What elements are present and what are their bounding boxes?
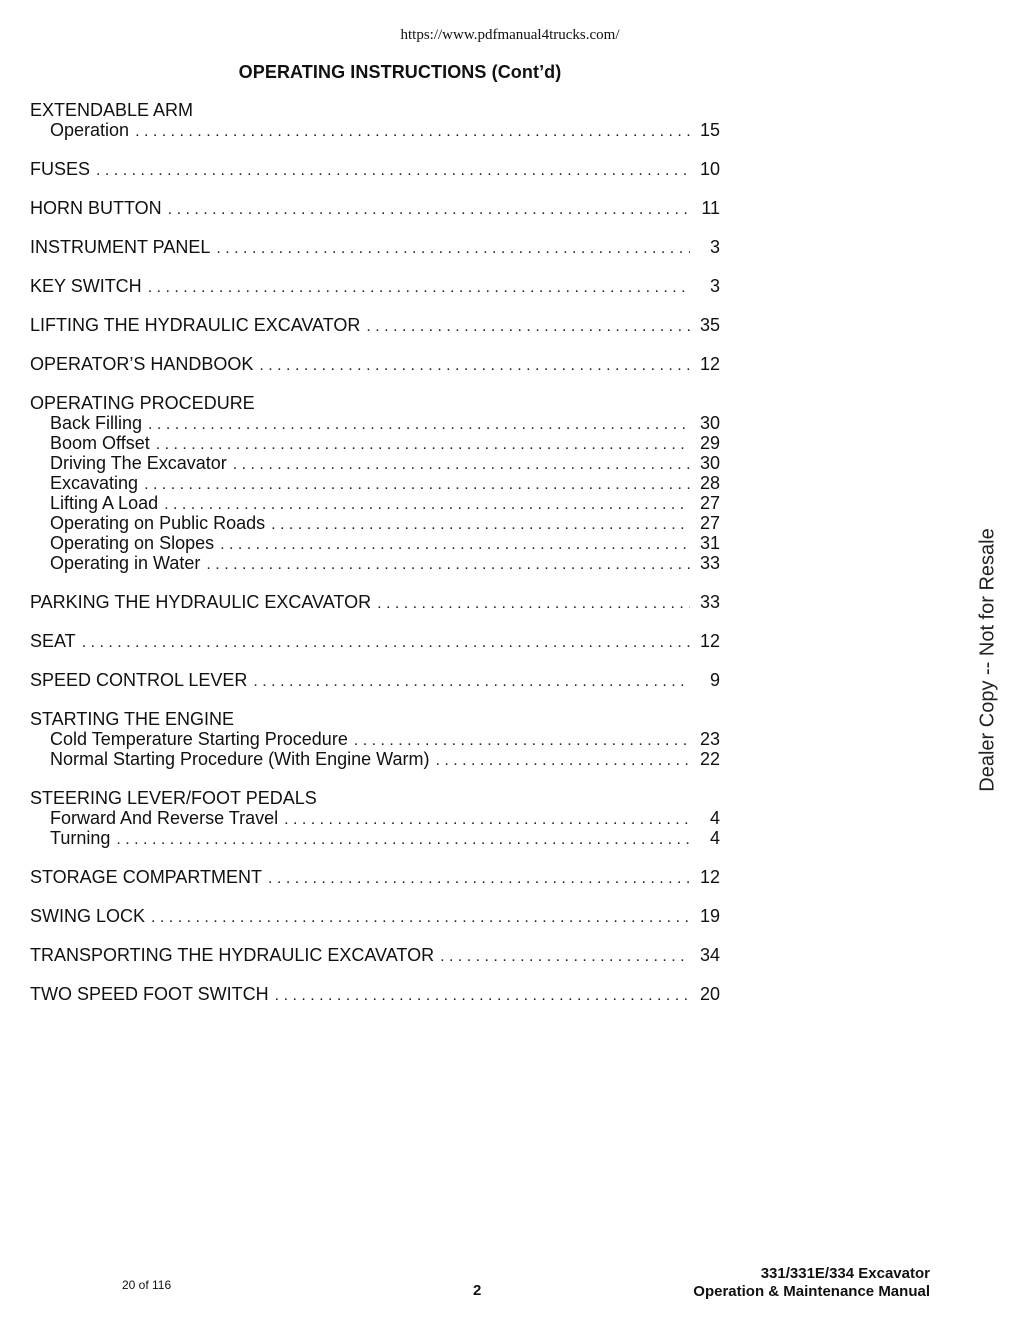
toc-entry-label: KEY SWITCH [30,276,142,296]
dot-leader [216,239,690,259]
toc-entry[interactable] [30,533,720,553]
dot-leader [377,594,690,614]
dot-leader [96,161,690,181]
toc-entry[interactable] [30,433,720,453]
dot-leader [151,908,690,928]
toc-heading: OPERATING PROCEDURE [30,393,255,413]
dot-leader [271,515,690,535]
page-number: 2 [473,1282,482,1299]
toc-entry-page: 3 [709,276,720,296]
source-url[interactable]: https://www.pdfmanual4trucks.com/ [400,27,620,43]
toc-entry-page: 34 [699,945,720,965]
toc-entry-page: 3 [709,237,720,257]
toc-entry[interactable] [30,315,720,335]
toc-entry[interactable] [30,354,720,374]
toc-entry-page: 29 [699,433,720,453]
toc-entry[interactable] [30,592,720,612]
toc-section [30,100,720,140]
dot-leader [284,810,690,830]
dot-leader [164,495,690,515]
dot-leader [135,122,690,142]
toc-entry-label: TWO SPEED FOOT SWITCH [30,984,269,1004]
toc-entry[interactable] [30,867,720,887]
toc-entry-page: 33 [699,553,720,573]
toc-section [30,315,720,335]
toc-entry[interactable] [30,945,720,965]
table-of-contents [30,100,720,1023]
toc-entry-label: Turning [50,828,111,848]
dot-leader [148,415,690,435]
toc-entry-label: TRANSPORTING THE HYDRAULIC EXCAVATOR [30,945,435,965]
page-title: OPERATING INSTRUCTIONS (Cont’d) [238,62,562,82]
toc-entry[interactable] [30,984,720,1004]
toc-entry-page: 15 [699,120,720,140]
dot-leader [275,986,690,1006]
dot-leader [82,633,690,653]
manual-title-line-1: 331/331E/334 Excavator [760,1265,930,1282]
dot-leader [233,455,690,475]
toc-entry-page: 27 [699,513,720,533]
toc-entry-page: 19 [699,906,720,926]
toc-entry-label: SPEED CONTROL LEVER [30,670,248,690]
toc-section [30,788,720,848]
toc-entry[interactable] [30,120,720,140]
toc-entry-page: 31 [699,533,720,553]
toc-entry[interactable] [30,453,720,473]
toc-entry-label: STORAGE COMPARTMENT [30,867,263,887]
toc-entry-page: 35 [699,315,720,335]
dot-leader [156,435,690,455]
toc-entry-page: 33 [699,592,720,612]
toc-section [30,984,720,1004]
toc-entry[interactable] [30,808,720,828]
dot-leader [148,278,690,298]
toc-entry-page: 12 [699,354,720,374]
toc-entry[interactable] [30,237,720,257]
toc-entry[interactable] [30,828,720,848]
dot-leader [220,535,690,555]
toc-section [30,237,720,257]
toc-entry-label: Excavating [50,473,139,493]
dot-leader [259,356,690,376]
toc-entry-page: 11 [701,198,720,218]
toc-entry-label: Normal Starting Procedure (With Engine Warm) [50,749,430,769]
toc-section [30,867,720,887]
toc-section [30,198,720,218]
toc-heading: STARTING THE ENGINE [30,709,235,729]
toc-entry-page: 12 [699,631,720,651]
dot-leader [144,475,690,495]
dot-leader [268,869,690,889]
toc-section [30,906,720,926]
dot-leader [366,317,690,337]
toc-section [30,393,720,573]
toc-section [30,709,720,769]
toc-entry[interactable] [30,276,720,296]
toc-entry-page: 20 [699,984,720,1004]
toc-entry[interactable] [30,729,720,749]
toc-entry[interactable] [30,553,720,573]
dot-leader [168,200,690,220]
toc-entry[interactable] [30,473,720,493]
toc-entry-page: 22 [699,749,720,769]
toc-entry-label: SEAT [30,631,76,651]
toc-entry[interactable] [30,513,720,533]
manual-title-line-2: Operation & Maintenance Manual [693,1283,930,1300]
toc-entry[interactable] [30,413,720,433]
toc-entry-page: 23 [699,729,720,749]
toc-entry[interactable] [30,198,720,218]
dot-leader [116,830,690,850]
toc-section [30,592,720,612]
toc-entry-label: Operating on Slopes [50,533,215,553]
toc-entry[interactable] [30,159,720,179]
toc-entry[interactable] [30,670,720,690]
toc-section [30,670,720,690]
toc-entry-label: Forward And Reverse Travel [50,808,279,828]
dot-leader [435,751,690,771]
toc-entry-page: 27 [699,493,720,513]
toc-entry-label: HORN BUTTON [30,198,162,218]
toc-section [30,945,720,965]
dot-leader [354,731,690,751]
toc-entry-page: 12 [699,867,720,887]
dot-leader [253,672,690,692]
dot-leader [440,947,690,967]
toc-section [30,159,720,179]
toc-entry[interactable] [30,493,720,513]
toc-section [30,354,720,374]
toc-entry[interactable] [30,631,720,651]
page-count: 20 of 116 [122,1278,172,1292]
toc-heading: STEERING LEVER/FOOT PEDALS [30,788,317,808]
toc-entry-page: 28 [699,473,720,493]
toc-entry-label: Lifting A Load [50,493,159,513]
toc-entry[interactable] [30,749,720,769]
toc-entry-label: Boom Offset [50,433,150,453]
toc-entry-label: Cold Temperature Starting Procedure [50,729,348,749]
toc-entry-page: 9 [709,670,720,690]
toc-entry-label: Back Filling [50,413,143,433]
dot-leader [206,555,690,575]
toc-entry-page: 10 [699,159,720,179]
toc-entry-label: Operation [50,120,130,140]
toc-entry-label: SWING LOCK [30,906,146,926]
toc-entry-page: 30 [699,453,720,473]
toc-entry-page: 30 [699,413,720,433]
toc-entry-label: Driving The Excavator [50,453,227,473]
toc-entry[interactable] [30,906,720,926]
toc-entry-page: 4 [709,808,720,828]
toc-entry-page: 4 [709,828,720,848]
toc-entry-label: LIFTING THE HYDRAULIC EXCAVATOR [30,315,361,335]
toc-entry-label: INSTRUMENT PANEL [30,237,211,257]
toc-entry-label: OPERATOR’S HANDBOOK [30,354,254,374]
toc-entry-label: PARKING THE HYDRAULIC EXCAVATOR [30,592,372,612]
toc-entry-label: Operating in Water [50,553,201,573]
toc-heading: EXTENDABLE ARM [30,100,194,120]
watermark-text: Dealer Copy -- Not for Resale [976,528,999,792]
toc-section [30,631,720,651]
toc-section [30,276,720,296]
manual-title [693,1265,930,1301]
toc-entry-label: FUSES [30,159,91,179]
toc-entry-label: Operating on Public Roads [50,513,266,533]
